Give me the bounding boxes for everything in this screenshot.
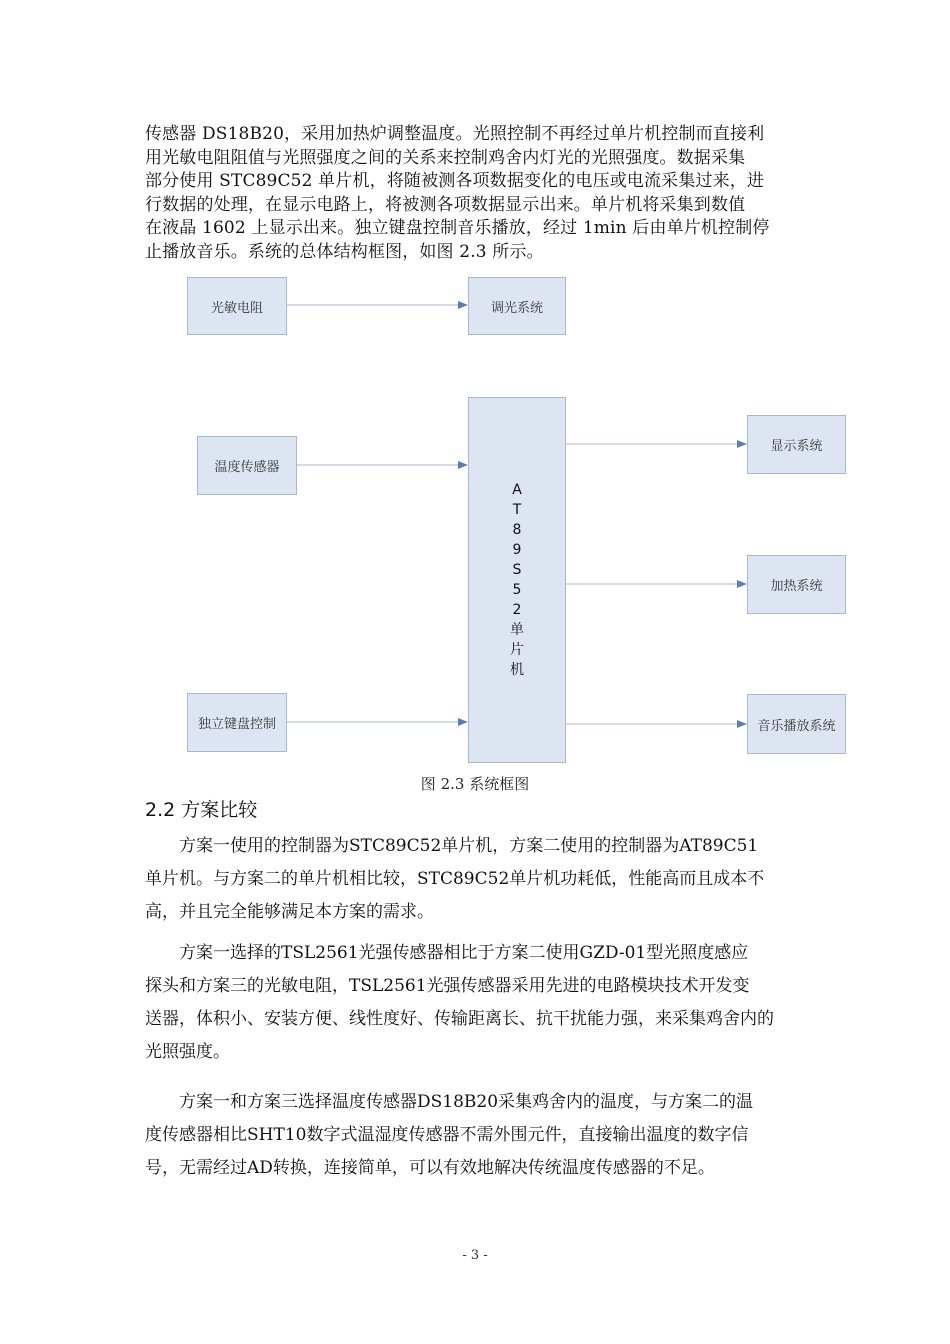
mcu-char: 8 [512, 522, 522, 538]
text-line: 传感器 DS18B20，采用加热炉调整温度。光照控制不再经过单片机控制而直接利 [145, 124, 765, 144]
mcu-char: S [512, 562, 522, 578]
text-line: 方案一使用的控制器为STC89C52单片机，方案二使用的控制器为AT89C51 [145, 836, 759, 856]
mcu-char: 单 [510, 622, 524, 638]
text-line: 探头和方案三的光敏电阻，TSL2561光强传感器采用先进的电路模块技术开发变 [145, 976, 750, 996]
text-line: 光照强度。 [145, 1042, 230, 1062]
mcu-char: A [512, 482, 522, 498]
mcu-char: 机 [510, 662, 524, 678]
text-line: 用光敏电阻阻值与光照强度之间的关系来控制鸡舍内灯光的光照强度。数据采集 [145, 147, 746, 168]
mcu-char: 9 [512, 542, 522, 558]
mcu-char: 2 [512, 602, 522, 618]
text-line: 在液晶 1602 上显示出来。独立键盘控制音乐播放，经过 1min 后由单片机控制停 [145, 218, 770, 239]
paragraph-1 [145, 830, 810, 929]
section-heading: 2.2 方案比较 [145, 799, 258, 821]
text-line: 行数据的处理，在显示电路上，将被测各项数据显示出来。单片机将采集到数值 [145, 194, 746, 215]
text-line: 部分使用 STC89C52 单片机，将随被测各项数据变化的电压或电流采集过来，进 [145, 171, 765, 192]
figure-caption: 图 2.3 系统框图 [420, 775, 530, 793]
paragraph-3 [145, 1086, 810, 1185]
page-number: - 3 - [462, 1248, 488, 1263]
paragraph-2 [145, 937, 810, 1069]
keyboard-control-box: 独立键盘控制 [187, 693, 287, 752]
display-system-box: 显示系统 [747, 415, 846, 474]
text-line: 度传感器相比SHT10数字式温湿度传感器不需外围元件，直接输出温度的数字信 [145, 1125, 749, 1145]
photoresistor-box: 光敏电阻 [187, 277, 287, 335]
mcu-char: 5 [512, 582, 522, 598]
text-line: 高，并且完全能够满足本方案的需求。 [145, 902, 434, 922]
temp-sensor-box: 温度传感器 [197, 436, 297, 495]
mcu-char: 片 [510, 642, 524, 658]
text-line: 方案一选择的TSL2561光强传感器相比于方案二使用GZD-01型光照度感应 [145, 943, 749, 963]
text-line: 方案一和方案三选择温度传感器DS18B20采集鸡舍内的温度，与方案二的温 [145, 1092, 754, 1112]
text-line: 止播放音乐。系统的总体结构框图，如图 2.3 所示。 [145, 241, 544, 262]
music-system-box: 音乐播放系统 [747, 694, 846, 754]
heating-system-box: 加热系统 [747, 555, 846, 614]
text-line: 送器，体积小、安装方便、线性度好、传输距离长、抗干扰能力强，来采集鸡舍内的 [145, 1009, 774, 1029]
mcu-label [468, 480, 566, 680]
mcu-char: T [512, 502, 522, 518]
dimming-system-box: 调光系统 [468, 277, 566, 335]
text-line: 单片机。与方案二的单片机相比较，STC89C52单片机功耗低，性能高而且成本不 [145, 869, 765, 889]
text-line: 号，无需经过AD转换，连接简单，可以有效地解决传统温度传感器的不足。 [145, 1158, 715, 1178]
